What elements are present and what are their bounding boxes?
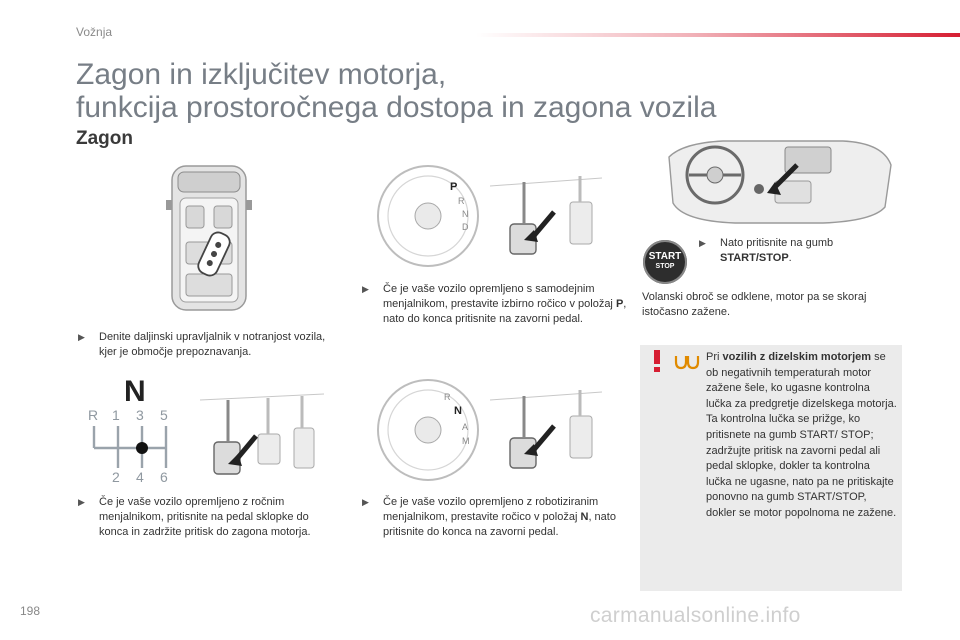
manual-pedals-illustration bbox=[198, 390, 326, 482]
step-automatic-text-1: Če je vaše vozilo opremljeno s samodejnim menjalnikom, prestavite izbirno ročico v položaj bbox=[383, 283, 616, 310]
step-manual-text: Če je vaše vozilo opremljeno z ročnim menjalnikom, pritisnite na pedal sklopke do konca in zadržite pritisk do zagona motorja. bbox=[99, 496, 311, 538]
diesel-preheating-icon bbox=[673, 354, 701, 372]
step-bullet-icon: ▶ bbox=[362, 284, 369, 294]
step-automatic-position: P bbox=[615, 298, 624, 310]
page-title-line-2: funkcija prostoročnega dostopa in zagona vozila bbox=[76, 91, 717, 124]
section-subtitle: Zagon bbox=[76, 128, 133, 149]
robot-label-a: A bbox=[462, 422, 469, 432]
stop-button-label: STOP bbox=[655, 263, 675, 270]
exclamation-warning-icon bbox=[650, 350, 664, 372]
step-automatic-text-2: , nato do konca pritisnite na zavorni pedal. bbox=[383, 298, 627, 325]
auto-label-d: D bbox=[462, 222, 469, 232]
step-remote-key-text: Denite daljinski upravljalnik v notranjost vozila, kjer je območje prepoznavanja. bbox=[99, 331, 326, 358]
start-info-text: Volanski obroč se odklene, motor pa se skoraj istočasno zažene. bbox=[642, 291, 867, 318]
step-robotized-text-2: , nato pritisnite do konca na zavorni pedal. bbox=[383, 511, 616, 538]
automatic-selector-pedals-illustration bbox=[372, 162, 604, 270]
robot-label-n: N bbox=[454, 405, 462, 417]
dashboard-illustration bbox=[663, 137, 895, 227]
step-bullet-icon: ▶ bbox=[78, 497, 85, 507]
step-start-button-name: START/STOP bbox=[720, 252, 789, 264]
page-number: 198 bbox=[20, 604, 41, 618]
gear-label-5: 5 bbox=[160, 407, 168, 423]
step-automatic-gearbox bbox=[362, 282, 627, 327]
page-title bbox=[76, 58, 856, 124]
robot-label-r: R bbox=[444, 392, 451, 402]
step-bullet-icon: ▶ bbox=[78, 332, 85, 342]
step-robotized-gearbox bbox=[362, 495, 627, 540]
section-label: Vožnja bbox=[76, 25, 113, 39]
warning-bold: vozilih z dizelskim motorjem bbox=[722, 351, 872, 363]
start-button-label: START bbox=[648, 251, 682, 262]
gear-label-6: 6 bbox=[160, 469, 168, 484]
watermark-text: carmanualsonline.info bbox=[590, 604, 801, 627]
step-manual-gearbox bbox=[78, 495, 328, 540]
auto-label-r: R bbox=[458, 196, 465, 206]
gear-label-1: 1 bbox=[112, 407, 120, 423]
gear-label-2: 2 bbox=[112, 469, 120, 484]
step-bullet-icon: ▶ bbox=[362, 497, 369, 507]
robot-label-m: M bbox=[462, 436, 470, 446]
step-bullet-icon: ▶ bbox=[699, 238, 706, 248]
header-accent-bar bbox=[476, 33, 960, 37]
warning-body: se ob negativnih temperaturah motor zažene šele, ko ugasne kontrolna lučka za predgretje dizelskega motorja. bbox=[706, 351, 897, 410]
gear-label-3: 3 bbox=[136, 407, 144, 423]
step-robotized-text-1: Če je vaše vozilo opremljeno z robotiziranim menjalnikom, prestavite ročico v položaj bbox=[383, 496, 599, 523]
step-start-text-1: Nato pritisnite na gumb bbox=[720, 237, 834, 249]
car-top-view-illustration bbox=[164, 162, 254, 314]
manual-gear-selected: N bbox=[124, 375, 146, 408]
step-start-text-2: . bbox=[788, 252, 792, 264]
start-stop-button-icon bbox=[643, 240, 687, 284]
auto-label-n: N bbox=[462, 209, 469, 219]
warning-body-2: Ta kontrolna lučka se prižge, ko pritisnete na gumb START/ STOP; zadržujte pritisk na zavorni pedal ali pedal sklopke, dokler ta kontrolna lučka ne ugasne, nato pa ne pritiskajte ponovno na gumb START/STOP, dokler se motor popolnoma ne zažene. bbox=[706, 413, 897, 519]
warning-pre: Pri bbox=[706, 351, 723, 363]
auto-label-p: P bbox=[450, 181, 458, 193]
step-robotized-position: N bbox=[580, 511, 589, 523]
page-title-line-1: Zagon in izključitev motorja, bbox=[76, 58, 447, 91]
gear-label-r: R bbox=[88, 407, 99, 423]
robotized-selector-pedals-illustration bbox=[372, 376, 604, 484]
manual-gear-pattern-illustration bbox=[86, 406, 176, 484]
step-remote-key bbox=[78, 330, 328, 360]
diesel-warning-text bbox=[706, 350, 898, 522]
step-start-stop bbox=[699, 236, 879, 266]
gear-label-4: 4 bbox=[136, 469, 144, 484]
